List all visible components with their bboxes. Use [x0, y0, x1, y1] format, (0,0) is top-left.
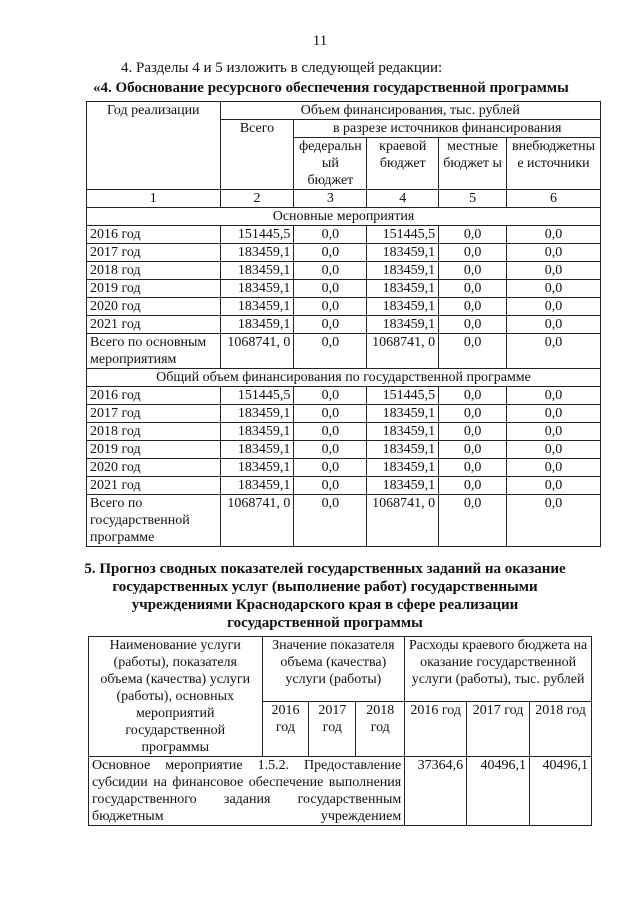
- cell-federal: 0,0: [294, 477, 367, 495]
- cell-regional: 183459,1: [367, 280, 439, 298]
- cell-regional: 151445,5: [367, 226, 439, 244]
- cell-federal: 0,0: [294, 280, 367, 298]
- table-row-total-main: [87, 334, 601, 369]
- cell-federal: 0,0: [294, 244, 367, 262]
- cell-extra: 0,0: [507, 477, 601, 495]
- cell-federal: 0,0: [294, 405, 367, 423]
- activity-text: Основное мероприятие 1.5.2. Предоставление субсидии на финансовое обеспечение выполнения государственного задания государственным бюджетным учреждением: [92, 758, 402, 824]
- cell-total: 183459,1: [220, 280, 294, 298]
- cell-local: 0,0: [439, 423, 507, 441]
- cell-regional: 183459,1: [367, 262, 439, 280]
- section5-title-line: государственных услуг (выполнение работ) государственными: [112, 579, 538, 595]
- year-header: 2016 год: [262, 702, 309, 757]
- row-label: 2016 год: [87, 226, 221, 244]
- cell-total: 183459,1: [220, 441, 294, 459]
- header-year: Год реализации: [87, 102, 221, 190]
- header-expenses: Расходы краевого бюджета на оказание государственной услуги (работы), тыс. рублей: [405, 637, 592, 702]
- row-label: 2020 год: [87, 459, 221, 477]
- cell-total: 1068741, 0: [220, 334, 294, 369]
- column-number: 3: [294, 190, 367, 208]
- header-local: местные бюджет ы: [439, 138, 507, 190]
- cell-local: 0,0: [439, 495, 507, 547]
- cell-extra: 0,0: [507, 334, 601, 369]
- cell-regional: 1068741, 0: [367, 334, 439, 369]
- table-row: [87, 459, 601, 477]
- header-volume: Объем финансирования, тыс. рублей: [220, 102, 600, 120]
- column-number: 6: [507, 190, 601, 208]
- row-label: 2021 год: [87, 477, 221, 495]
- column-number: 1: [87, 190, 221, 208]
- cell-extra: 0,0: [507, 280, 601, 298]
- cell-regional: 1068741, 0: [367, 495, 439, 547]
- program-total-rows: [87, 387, 601, 495]
- cell-total: 183459,1: [220, 244, 294, 262]
- header-federal: федеральн ый бюджет: [294, 138, 367, 190]
- cell-local: 0,0: [439, 387, 507, 405]
- table-row: [89, 757, 592, 826]
- intro-line: 4. Разделы 4 и 5 изложить в следующей редакции:: [121, 60, 443, 76]
- header-service: Наименование услуги (работы), показателя объема (качества) услуги (работы), основных мероприятий государственной программы: [89, 637, 263, 757]
- year-header: 2017 год: [309, 702, 356, 757]
- row-label: 2017 год: [87, 405, 221, 423]
- cell-federal: 0,0: [294, 441, 367, 459]
- header-extra: внебюджетны е источники: [507, 138, 601, 190]
- table-row: [87, 423, 601, 441]
- cell-total: 183459,1: [220, 423, 294, 441]
- cell-total: 183459,1: [220, 316, 294, 334]
- activity-description: [89, 757, 405, 826]
- cell-extra: 0,0: [507, 495, 601, 547]
- cell-extra: 0,0: [507, 387, 601, 405]
- cell-local: 0,0: [439, 244, 507, 262]
- cell-local: 0,0: [439, 262, 507, 280]
- year-header: 2016 год: [405, 702, 467, 757]
- cell-federal: 0,0: [294, 495, 367, 547]
- year-header: 2018 год: [530, 702, 592, 757]
- table-row: [87, 226, 601, 244]
- cell-extra: 0,0: [507, 226, 601, 244]
- expense-2017: 40496,1: [467, 757, 530, 826]
- cell-regional: 183459,1: [367, 423, 439, 441]
- cell-extra: 0,0: [507, 298, 601, 316]
- cell-regional: 183459,1: [367, 459, 439, 477]
- state-tasks-table: [88, 636, 592, 826]
- cell-local: 0,0: [439, 441, 507, 459]
- section5-title-line: учреждениями Краснодарского края в сфере реализации: [131, 597, 519, 613]
- row-label: Всего по основным мероприятиям: [87, 334, 221, 369]
- row-label: 2017 год: [87, 244, 221, 262]
- row-label: 2018 год: [87, 423, 221, 441]
- cell-extra: 0,0: [507, 423, 601, 441]
- cell-local: 0,0: [439, 477, 507, 495]
- table-row: [87, 298, 601, 316]
- cell-local: 0,0: [439, 405, 507, 423]
- cell-extra: 0,0: [507, 441, 601, 459]
- cell-total: 183459,1: [220, 459, 294, 477]
- cell-total: 183459,1: [220, 262, 294, 280]
- row-label: 2019 год: [87, 280, 221, 298]
- section4-title: «4. Обоснование ресурсного обеспечения государственной программы: [93, 80, 569, 96]
- cell-total: 151445,5: [220, 387, 294, 405]
- table-row-total-program: [87, 495, 601, 547]
- section5-title-line: государственной программы: [227, 615, 423, 631]
- cell-total: 1068741, 0: [220, 495, 294, 547]
- group-title-main-activities: Основные мероприятия: [87, 208, 601, 226]
- header-indicator: Значение показателя объема (качества) услуги (работы): [262, 637, 405, 702]
- row-label: Всего по государственной программе: [87, 495, 221, 547]
- table-row: [87, 280, 601, 298]
- cell-extra: 0,0: [507, 459, 601, 477]
- header-total: Всего: [220, 120, 294, 190]
- row-label: 2021 год: [87, 316, 221, 334]
- cell-regional: 183459,1: [367, 298, 439, 316]
- cell-total: 151445,5: [220, 226, 294, 244]
- row-label: 2020 год: [87, 298, 221, 316]
- cell-extra: 0,0: [507, 244, 601, 262]
- cell-extra: 0,0: [507, 262, 601, 280]
- header-by-source: в разрезе источников финансирования: [294, 120, 601, 138]
- cell-extra: 0,0: [507, 316, 601, 334]
- row-label: 2019 год: [87, 441, 221, 459]
- cell-federal: 0,0: [294, 334, 367, 369]
- financing-table: [86, 101, 601, 547]
- cell-regional: 183459,1: [367, 441, 439, 459]
- table-row: [87, 477, 601, 495]
- cell-federal: 0,0: [294, 298, 367, 316]
- cell-local: 0,0: [439, 280, 507, 298]
- cell-local: 0,0: [439, 459, 507, 477]
- row-label: 2016 год: [87, 387, 221, 405]
- cell-extra: 0,0: [507, 405, 601, 423]
- section5-title-line: 5. Прогноз сводных показателей государственных заданий на оказание: [84, 561, 566, 577]
- cell-regional: 183459,1: [367, 244, 439, 262]
- cell-local: 0,0: [439, 334, 507, 369]
- cell-total: 183459,1: [220, 477, 294, 495]
- expense-2018: 40496,1: [530, 757, 592, 826]
- group-title-program-total: Общий объем финансирования по государственной программе: [87, 369, 601, 387]
- cell-regional: 151445,5: [367, 387, 439, 405]
- main-activities-rows: [87, 226, 601, 334]
- table-row: [87, 441, 601, 459]
- cell-local: 0,0: [439, 226, 507, 244]
- row-label: 2018 год: [87, 262, 221, 280]
- cell-federal: 0,0: [294, 226, 367, 244]
- year-header: 2017 год: [467, 702, 530, 757]
- cell-federal: 0,0: [294, 423, 367, 441]
- cell-regional: 183459,1: [367, 477, 439, 495]
- table-row: [87, 316, 601, 334]
- column-number: 2: [220, 190, 294, 208]
- column-number: 5: [439, 190, 507, 208]
- cell-regional: 183459,1: [367, 316, 439, 334]
- table-row: [87, 387, 601, 405]
- page-number: 11: [312, 33, 328, 49]
- cell-total: 183459,1: [220, 405, 294, 423]
- column-number: 4: [367, 190, 439, 208]
- year-header: 2018 год: [356, 702, 405, 757]
- cell-federal: 0,0: [294, 316, 367, 334]
- header-regional: краевой бюджет: [367, 138, 439, 190]
- table-row: [87, 405, 601, 423]
- cell-federal: 0,0: [294, 387, 367, 405]
- expense-2016: 37364,6: [405, 757, 467, 826]
- cell-total: 183459,1: [220, 298, 294, 316]
- cell-federal: 0,0: [294, 262, 367, 280]
- cell-regional: 183459,1: [367, 405, 439, 423]
- column-numbers-row: [87, 190, 601, 208]
- cell-local: 0,0: [439, 298, 507, 316]
- table-row: [87, 244, 601, 262]
- cell-local: 0,0: [439, 316, 507, 334]
- cell-federal: 0,0: [294, 459, 367, 477]
- table-row: [87, 262, 601, 280]
